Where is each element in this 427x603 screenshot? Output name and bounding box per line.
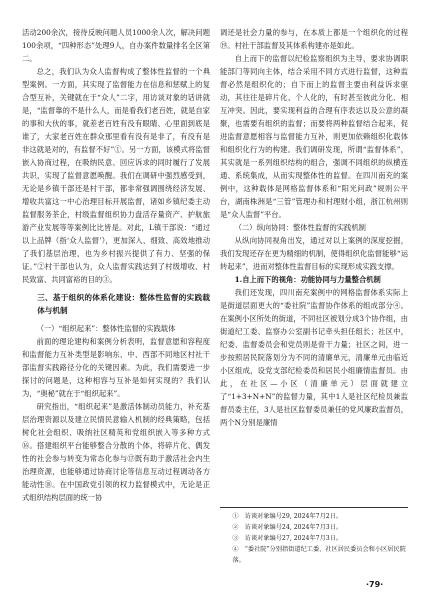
section-heading: 三、基于组织的体系化建设：整体性监督的实践载体与机制 [37,293,210,315]
page-number: ·79· [366,580,384,589]
paragraph: 自上而下的监督以纪检监察组织为主导，要求协调职能部门等同向主体，结合采用不同方式进行监督，这种监督必然是组织化的；自下而上的监督主要由利益诉求驱动，其往往是碎片化、个人化的，有时甚至彼此分化、相互冲突。因此，要实现利益的合理有序表达以及公意的凝聚，也需要有组织的监督；而要将两种监督结合起来，促进监督意愿相容与监督能力互补，则更加依赖组织化载体和组织化行为的构建。我们调研发现，所谓“监督体系”，其实就是一系列组织结构的组合，强调不同组织的纵横连通、系统集成，从而实现整体性的监督。在四川南充的案例中，这种载体是网格监督体系和“阳光问政”规则公平台，湖南株洲是“三管”管理办和村理财小组，浙江杭州则是“众人监督”平台。 [220,54,408,219]
footnote: ② 访谈对象编号24, 2024年7月3日。 [232,524,343,531]
right-column [220,26,408,429]
paragraph: 活动200余次，接待反映问题人员1000余人次，解决问题100余项，“四种形态”处理9人，自办案件数量排名全区第二。 [22,28,210,63]
subsection-heading: （二）纵向协同：整体性监督的实践机制 [234,223,366,232]
footnote: ③ 访谈对象编号27, 2024年7月3日。 [232,535,343,542]
footnote: ④ “委社院”分别指街道纪工委、社区居民委员会和小区居民院落。 [232,546,406,564]
subsection-heading: （一）“组织起来”：整体性监督的实践载体 [36,324,176,333]
paragraph: 总之，我们认为众人监督构成了整体性监督的一个典型案例。一方面，其实现了监督能力在信息和惩赋上的复合型互补，关键就在于“众人”二字，用访谈对象的话讲就是，“监督靠的不是什么人，而是看我们老百姓，就是自家的事和大伙的事，就差老百姓有没有眼睛、心里面到底是谁了，大家老百姓在群众那里看有没有是非了，有没有是非这就是对的，有监督不好”①。另一方面，该模式将监督嵌入协商过程，在吸纳民意、回应诉求的同时履行了发展共识，实现了监督意愿唤醒。我们在调研中强烈感受到，无论是乡镇干部还是村干部，都非常强调围绕经济发展、增收共富这一中心治理目标开展监督，诸如乡镇纪委主动监督服务茶企，村级监督组织协力盘活存量资产、护航旅游产业发展等等案例比比皆是。对此，L镇干部说：“通过以上品牌（指‘众人监督’），更加深入、细致、高效地推动了我们基层治理，也为乡村振兴提供了有力、坚强的保证。”②村干部也认为，众人监督实践达到了村级增收、村民致富、共同富裕的目的③。 [22,67,210,284]
paragraph: 我们还发现，四川南充案例中的网格监督体系实际上是街道层面更大的“委社院”监督协作体系的组成部分④。在案例小区所处的街道，不同社区被划分成3个协作组，由街道纪工委、监察办公室副书记牵头担任组长；社区中，纪委、监督委员会和党员则是骨干力量；社区之间，进一步按照居民院落划分为不同的清廉单元，清廉单元由临近小区组成，设党支部纪检委员和居民小组廉情监督员。由此，在社区—小区（清廉单元）层面就建立了“1+3+N+N”的监督力量，其中1人是社区纪检员兼监督员委主任，3人是社区监督委员兼任的党风廉政监督员，两个N分别是廉情 [220,288,408,427]
paragraph: 前面的理论建构和案例分析表明，监督意愿和容程度和监督能力互补类型是影响东、中、西部不同地区村社干部监督实践路径分化的关键因素。为此，我们需要进一步探讨的问题是，这种相容与互补是如何实现的？我们认为，“奥秘”就在于“组织起来”。 [22,337,210,398]
paragraph: 从纵向协同视角出发，通过对以上案例的深度挖掘，我们发现还存在更为精细的机制，使得组织化监督能够“运转起来”，进而对整体性监督目标的实现形成实践支撑。 [220,236,408,271]
footnote: ① 访谈对象编号29, 2024年7月2日。 [232,513,343,520]
left-column [22,26,210,504]
paragraph: 调还是社会力量的参与，在本质上都是一个组织化的过程⑲。村社干部监督及其体系构建亦是如此。 [220,28,408,50]
footnotes [220,507,408,566]
paragraph: 研究指出，“组织起来”是激活体制动员能力，补充基层治理资源以及建立民情民意输入机制的经典策略，包括树化社会组织、吸纳社区精英和党组织嵌入等多种方式⑯。搭建组织平台能够整合分散的个体，将碎片化、偶发性的社会参与转变为常态化参与⑰既有助于激活社会内生治理资源，也能够通过协商讨论等信息互动过程调动各方能动性⑱。在中国政党引领的权力监督模式中，无论是正式组织结构层面的统一协 [22,402,210,502]
sub-subsection-heading: 1.自上而下的视角：功能协同与力量整合机制 [234,275,381,284]
